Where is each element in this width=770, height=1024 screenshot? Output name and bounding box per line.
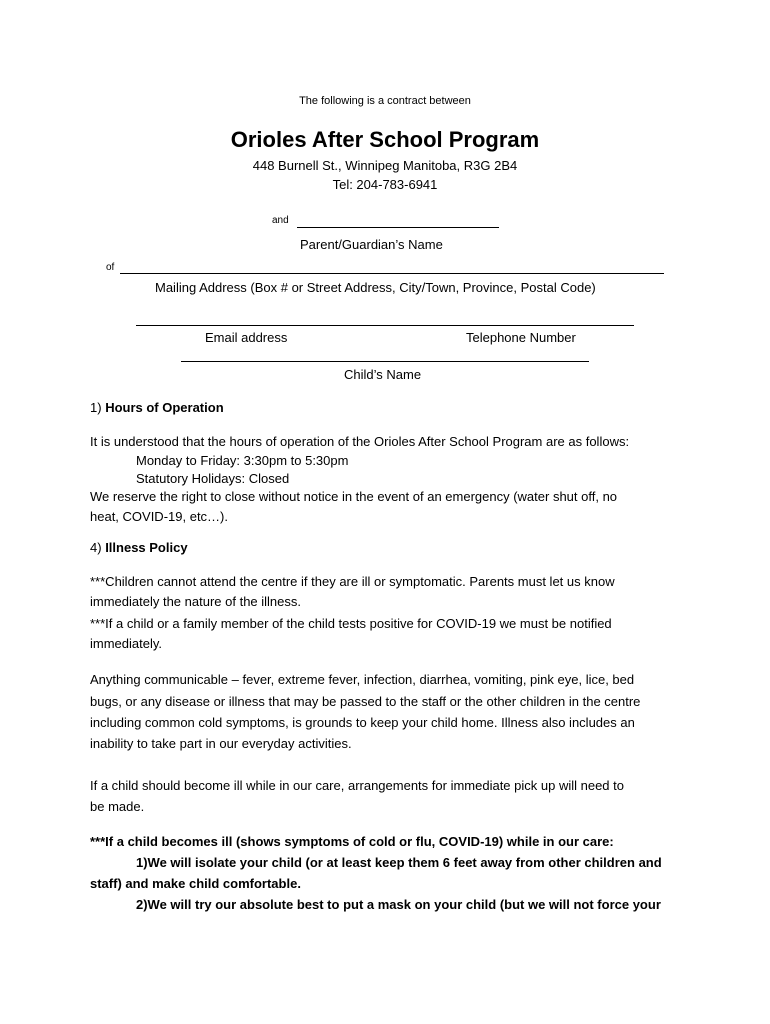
section-title: Hours of Operation xyxy=(105,400,224,415)
pickup-text: be made. xyxy=(90,799,145,814)
contract-intro: The following is a contract between xyxy=(299,95,471,107)
mailing-address-label: Mailing Address (Box # or Street Address, City/Town, Province, Postal Code) xyxy=(155,280,596,295)
illness-text: immediately the nature of the illness. xyxy=(90,594,301,609)
ill-child-procedure: 2)We will try our absolute best to put a mask on your child (but we will not force your xyxy=(136,897,661,912)
ill-child-procedure: 1)We will isolate your child (or at least keep them 6 feet away from other children and xyxy=(136,855,662,870)
parent-name-label: Parent/Guardian’s Name xyxy=(300,237,443,252)
parent-name-field[interactable] xyxy=(297,227,499,228)
communicable-text: bugs, or any disease or illness that may be passed to the staff or the other children in the centre xyxy=(90,694,641,709)
communicable-text: Anything communicable – fever, extreme fever, infection, diarrhea, vomiting, pink eye, lice, bed xyxy=(90,672,635,687)
section-number: 4) xyxy=(90,540,102,555)
reserve-text-2: heat, COVID-19, etc…). xyxy=(90,509,228,524)
program-address: 448 Burnell St., Winnipeg Manitoba, R3G 2B4 xyxy=(252,158,518,173)
telephone-label: Telephone Number xyxy=(466,330,576,345)
hours-holidays: Statutory Holidays: Closed xyxy=(136,471,290,486)
illness-text: ***Children cannot attend the centre if they are ill or symptomatic. Parents must let us know xyxy=(90,574,615,589)
hours-intro: It is understood that the hours of operation of the Orioles After School Program are as follows: xyxy=(90,434,630,449)
section-number: 1) xyxy=(90,400,102,415)
child-name-label: Child’s Name xyxy=(344,367,422,382)
of-label: of xyxy=(106,262,115,273)
section-heading-hours xyxy=(90,398,224,418)
mailing-address-field[interactable] xyxy=(120,273,664,274)
illness-text: immediately. xyxy=(90,636,163,651)
email-phone-field[interactable] xyxy=(136,325,634,326)
and-label: and xyxy=(272,215,289,226)
pickup-text: If a child should become ill while in our care, arrangements for immediate pick up will need to xyxy=(90,778,624,793)
email-label: Email address xyxy=(205,330,288,345)
ill-child-procedure: staff) and make child comfortable. xyxy=(90,876,301,891)
child-name-field[interactable] xyxy=(181,361,589,362)
section-heading-illness xyxy=(90,538,188,558)
program-telephone: Tel: 204-783-6941 xyxy=(332,177,438,192)
communicable-text: inability to take part in our everyday activities. xyxy=(90,736,352,751)
illness-text: ***If a child or a family member of the child tests positive for COVID-19 we must be notified xyxy=(90,616,612,631)
hours-weekday: Monday to Friday: 3:30pm to 5:30pm xyxy=(136,453,349,468)
communicable-text: including common cold symptoms, is grounds to keep your child home. Illness also includes an xyxy=(90,715,635,730)
program-title: Orioles After School Program xyxy=(230,127,540,152)
ill-child-procedure: ***If a child becomes ill (shows symptoms of cold or flu, COVID-19) while in our care: xyxy=(90,834,614,849)
reserve-text-1: We reserve the right to close without notice in the event of an emergency (water shut off, no xyxy=(90,489,618,504)
section-title: Illness Policy xyxy=(105,540,188,555)
